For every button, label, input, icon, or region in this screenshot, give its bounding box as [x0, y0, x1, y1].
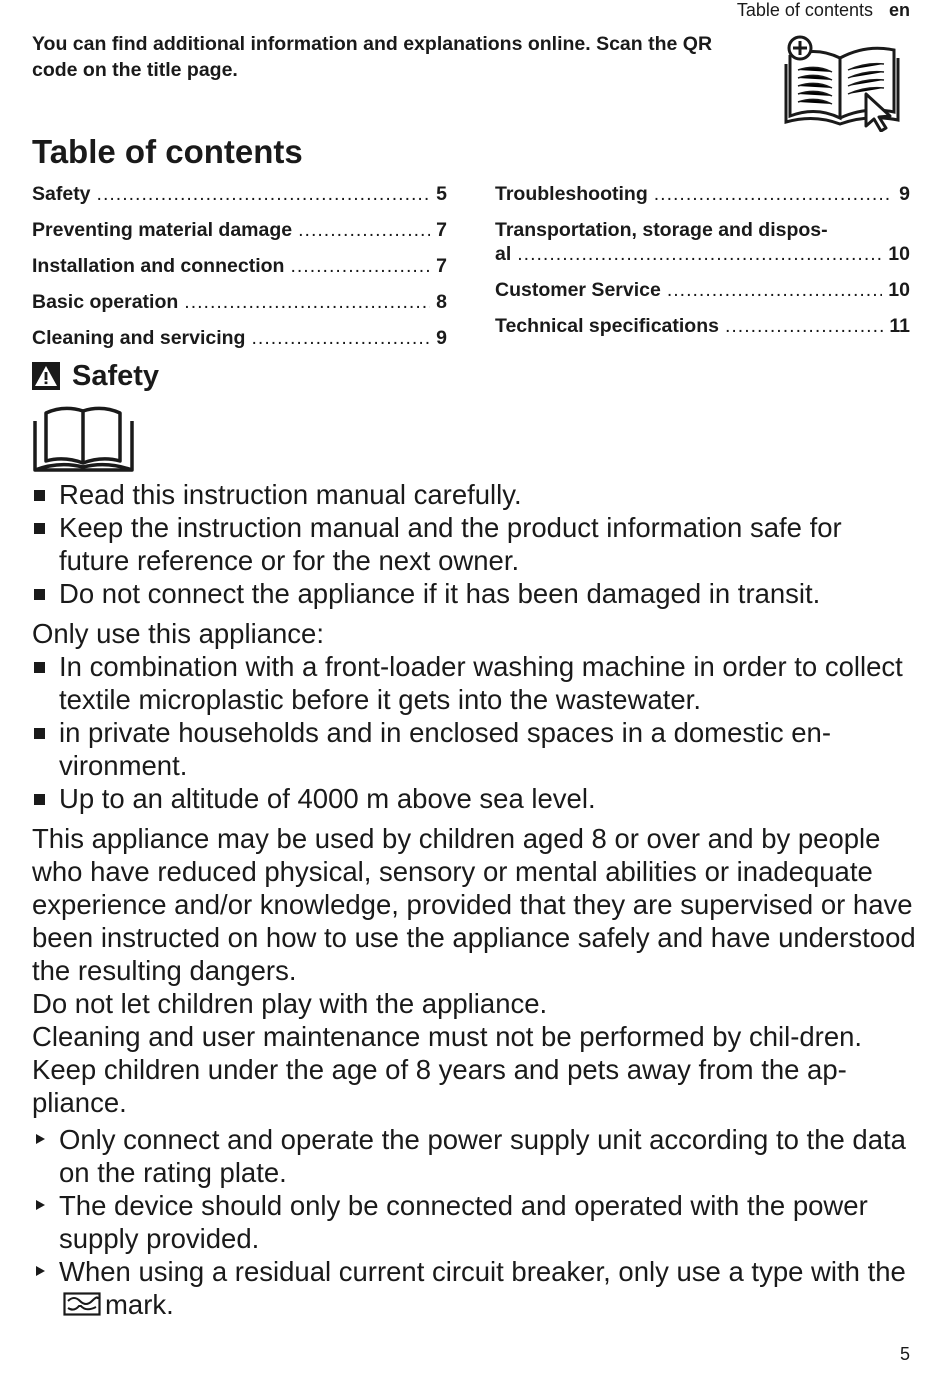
list-item: Read this instruction manual carefully.	[32, 478, 917, 511]
toc-left-column	[32, 182, 447, 362]
intro-note: You can find additional information and explanations online. Scan the QR code on the title page.	[32, 33, 713, 81]
toc-entry-label: Safety	[32, 183, 91, 205]
children-play-paragraph: Do not let children play with the appliance.	[32, 988, 548, 1019]
toc-entry-label: Basic operation	[32, 291, 179, 313]
general-instructions-list	[32, 478, 917, 610]
page-number: 5	[899, 1344, 910, 1364]
safety-content	[32, 478, 917, 1321]
cleaning-paragraph: Cleaning and user maintenance must not be performed by chil-dren.	[32, 1021, 863, 1052]
list-item: Do not connect the appliance if it has been damaged in transit.	[32, 577, 917, 610]
toc-entry-label-cont: al	[495, 243, 512, 265]
list-item: Keep the instruction manual and the product information safe for future reference or for the next owner.	[32, 511, 917, 577]
power-supply-list	[32, 1123, 917, 1321]
toc-entry[interactable]	[32, 326, 447, 362]
toc-title: Table of contents	[32, 133, 303, 170]
toc-entry[interactable]	[32, 254, 447, 290]
toc-entry-label: Technical specifications	[495, 315, 719, 337]
toc-entry-page: 10	[888, 243, 910, 265]
toc-entry-label: Installation and connection	[32, 255, 285, 277]
header-section: Table of contents	[736, 0, 873, 20]
rcd-type-mark-icon	[63, 1292, 101, 1316]
children-paragraph: This appliance may be used by children aged 8 or over and by people who have reduced physical, sensory or mental abilities or inadequate experience and/or knowledge, provided that they are supervised or have been instructed on how to use the appliance safely and have understood the resulting dangers.	[32, 823, 916, 986]
only-use-intro: Only use this appliance:	[32, 618, 324, 649]
toc-entry-label: Customer Service	[495, 279, 661, 301]
toc-entry-page: 9	[436, 327, 447, 349]
safety-heading	[32, 358, 159, 394]
toc-entry[interactable]	[495, 218, 910, 278]
toc-entry-page: 7	[436, 255, 447, 277]
toc-entry-page: 11	[889, 315, 910, 337]
instruction-manual-icon	[32, 403, 135, 473]
toc-entry[interactable]	[32, 182, 447, 218]
list-item: Up to an altitude of 4000 m above sea level.	[32, 782, 917, 815]
rcd-text-before: When using a residual current circuit breaker, only use a type with the	[59, 1256, 906, 1287]
toc-entry-label: Troubleshooting	[495, 183, 648, 205]
list-item: In combination with a front-loader washing machine in order to collect textile microplastic before it gets into the wastewater.	[32, 650, 917, 716]
online-info-book-icon	[782, 34, 904, 132]
safety-heading-text: Safety	[72, 360, 160, 392]
toc-entry-page: 7	[436, 219, 447, 241]
list-item	[32, 1255, 917, 1321]
toc-entry-page: 9	[899, 183, 910, 205]
toc-entry-label: Preventing material damage	[32, 219, 293, 241]
toc-entry[interactable]	[32, 218, 447, 254]
toc-right-column	[495, 182, 910, 350]
running-header	[737, 0, 910, 20]
toc-entry-page: 8	[436, 291, 447, 313]
toc-entry[interactable]	[495, 314, 910, 350]
toc-entry-label: Transportation, storage and dispos-	[495, 219, 828, 241]
rcd-text-after: mark.	[105, 1289, 174, 1320]
toc-entry-label: Cleaning and servicing	[32, 327, 246, 349]
toc-entry[interactable]	[32, 290, 447, 326]
list-item: Only connect and operate the power supply unit according to the data on the rating plate.	[32, 1123, 917, 1189]
list-item: The device should only be connected and operated with the power supply provided.	[32, 1189, 917, 1255]
toc-entry[interactable]	[495, 278, 910, 314]
intended-use-list	[32, 650, 917, 815]
toc-entry[interactable]	[495, 182, 910, 218]
warning-triangle-icon	[32, 362, 60, 390]
list-item: in private households and in enclosed spaces in a domestic en-vironment.	[32, 716, 917, 782]
keep-away-paragraph: Keep children under the age of 8 years and pets away from the ap-pliance.	[32, 1054, 847, 1118]
toc-entry-page: 10	[888, 279, 910, 301]
header-language: en	[888, 0, 910, 20]
toc-entry-page: 5	[436, 183, 447, 205]
